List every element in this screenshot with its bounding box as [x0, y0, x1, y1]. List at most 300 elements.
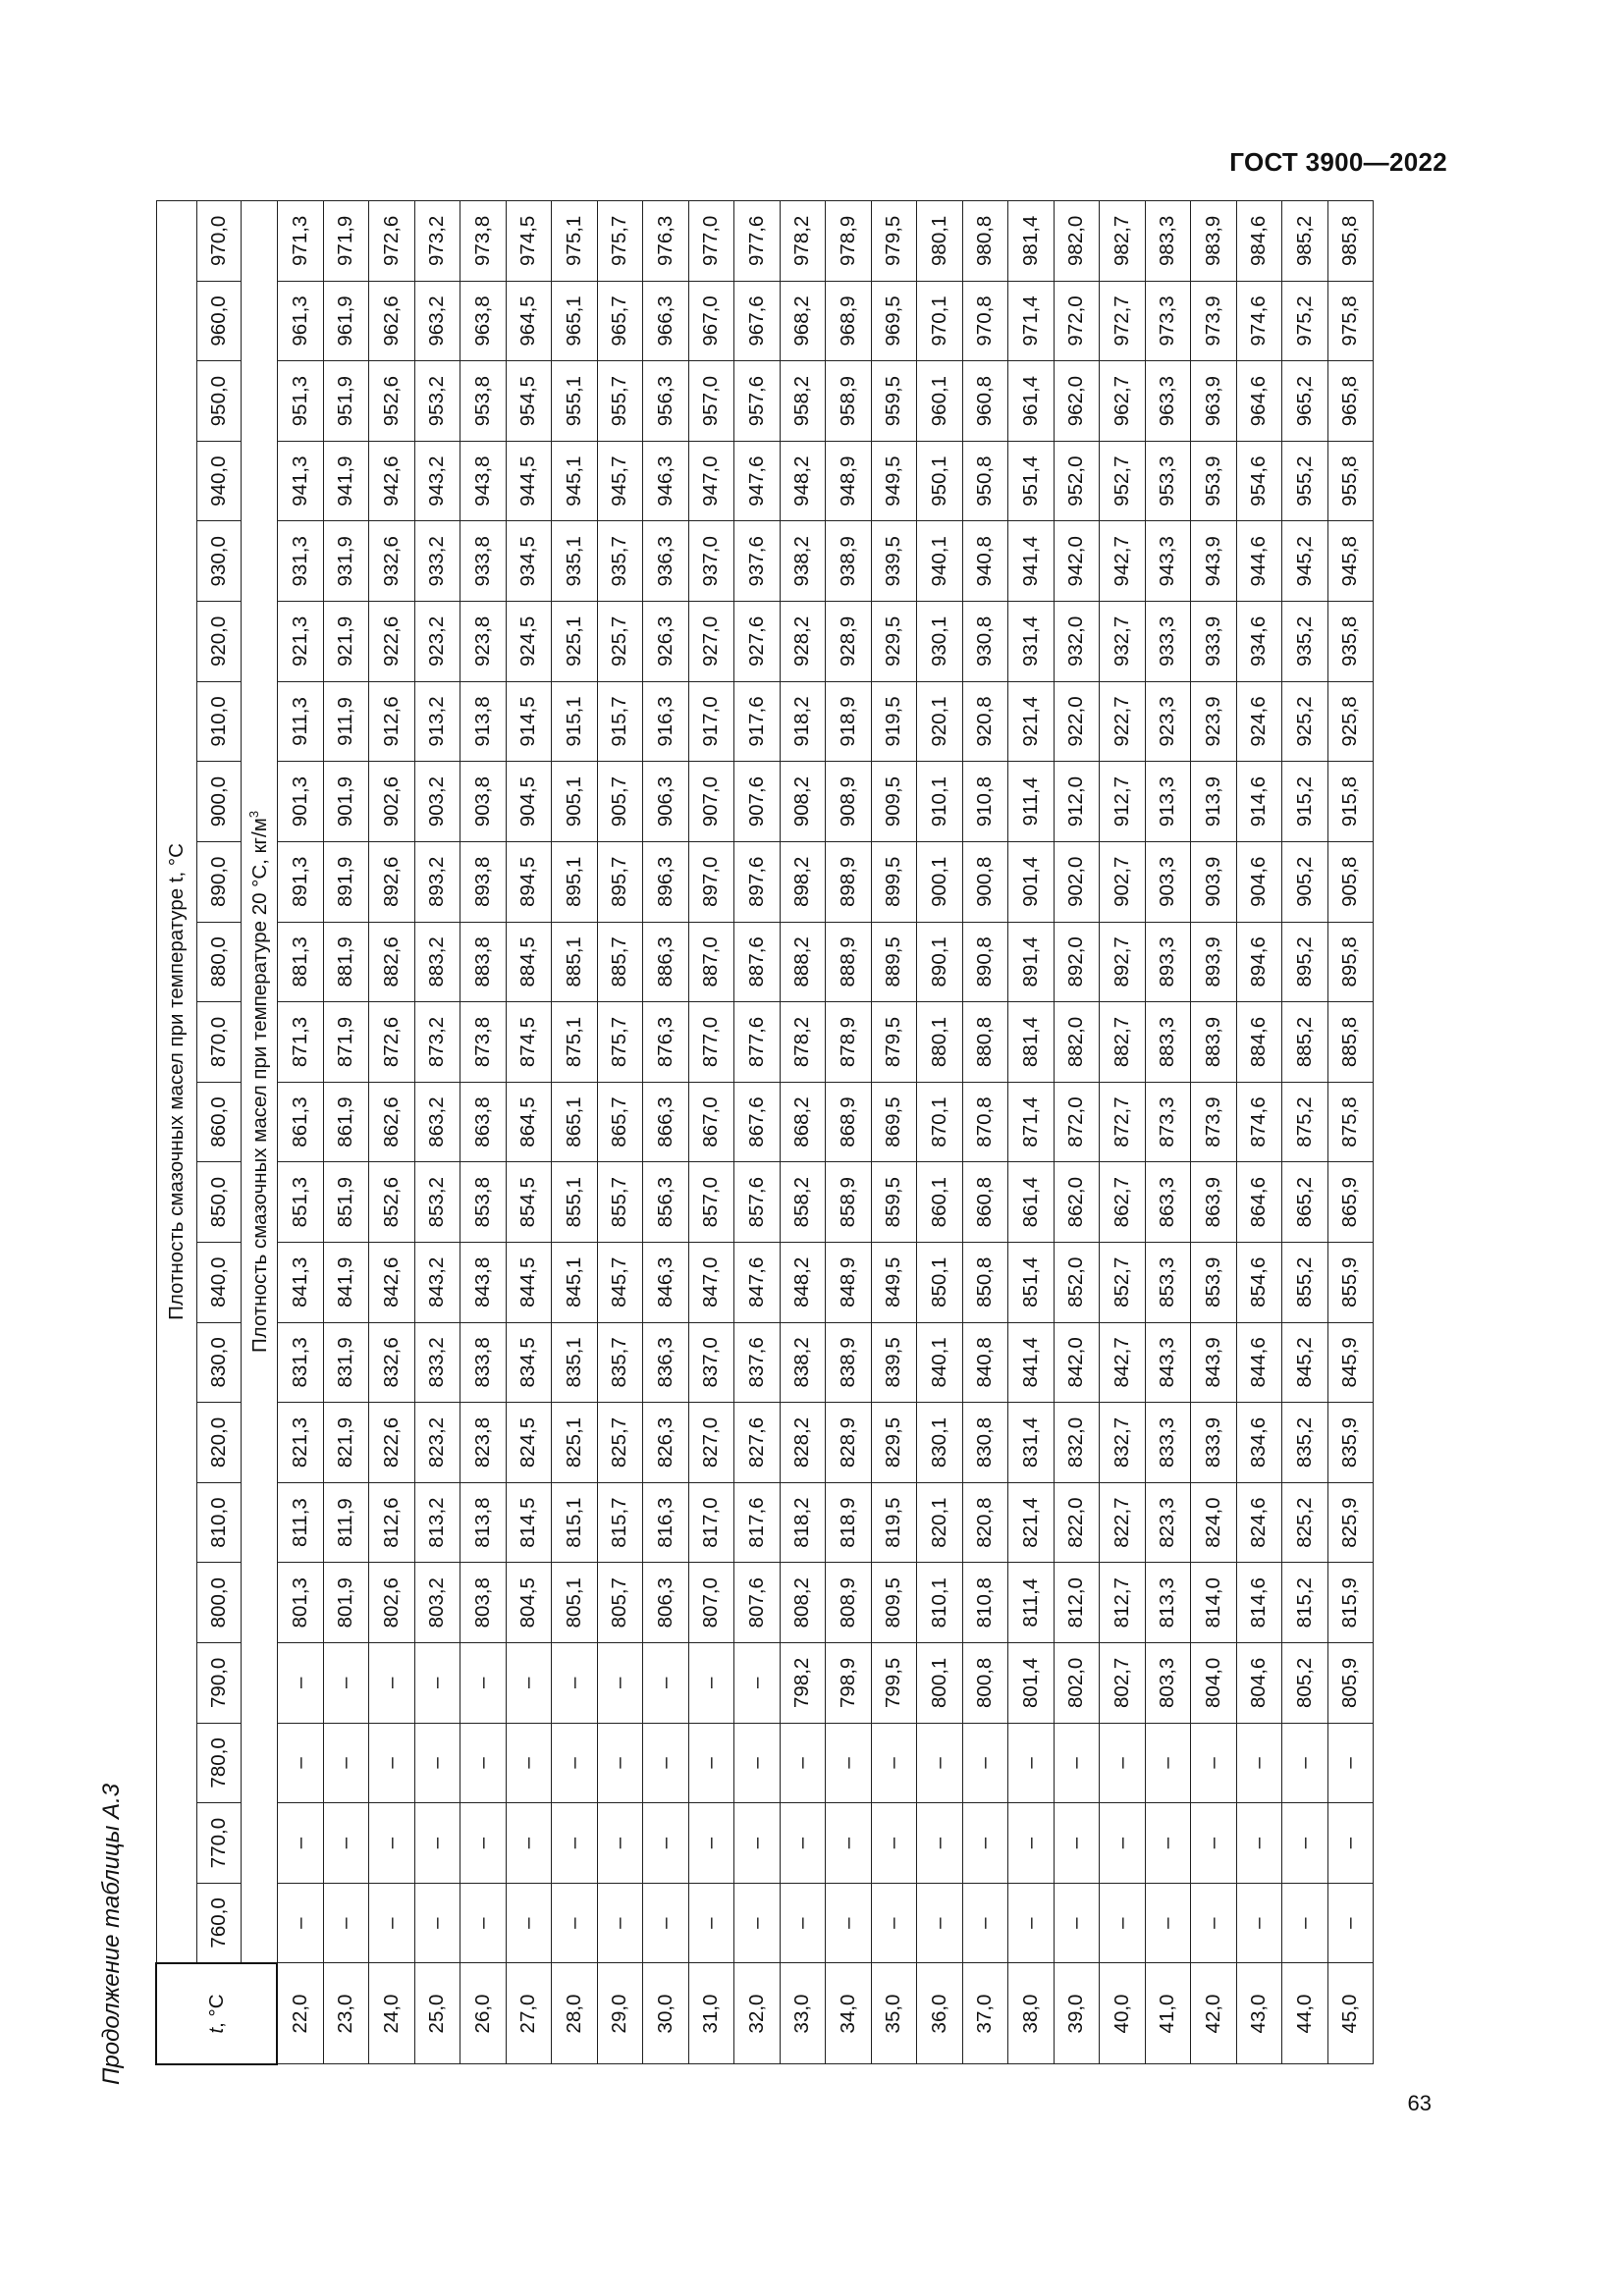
density-cell: –	[962, 1723, 1008, 1803]
density-cell: 979,5	[871, 201, 917, 282]
column-header: 770,0	[196, 1803, 241, 1884]
density-cell: 904,5	[506, 762, 552, 842]
density-cell: 838,9	[826, 1322, 872, 1403]
density-cell: 941,3	[277, 441, 323, 521]
density-cell: 914,5	[506, 681, 552, 762]
density-cell: –	[369, 1643, 415, 1724]
density-cell: 861,4	[1008, 1162, 1055, 1243]
document-code: ГОСТ 3900—2022	[1229, 147, 1447, 177]
density-cell: –	[1054, 1723, 1100, 1803]
density-cell: 967,6	[734, 281, 781, 361]
density-cell: 917,6	[734, 681, 781, 762]
density-cell: 821,9	[323, 1403, 369, 1483]
density-cell: 971,4	[1008, 281, 1055, 361]
density-cell: 812,0	[1054, 1563, 1100, 1643]
density-cell: 824,5	[506, 1403, 552, 1483]
density-cell: 828,2	[780, 1403, 826, 1483]
density-cell: 875,1	[552, 1002, 598, 1083]
density-cell: 837,6	[734, 1322, 781, 1403]
density-cell: 890,8	[962, 922, 1008, 1002]
density-cell: 898,2	[780, 841, 826, 922]
density-cell: 814,0	[1191, 1563, 1237, 1643]
density-cell: 867,6	[734, 1082, 781, 1162]
density-cell: –	[780, 1803, 826, 1884]
density-cell: 982,7	[1100, 201, 1146, 282]
density-cell: 946,3	[643, 441, 689, 521]
density-cell: 812,7	[1100, 1563, 1146, 1643]
density-cell: 833,3	[1145, 1403, 1191, 1483]
column-header: 920,0	[196, 602, 241, 682]
density-cell: 901,9	[323, 762, 369, 842]
density-cell: –	[506, 1723, 552, 1803]
density-cell: –	[277, 1643, 323, 1724]
density-cell: 863,9	[1191, 1162, 1237, 1243]
density-cell: 807,0	[688, 1563, 734, 1643]
density-cell: 878,9	[826, 1002, 872, 1083]
density-cell: 863,3	[1145, 1162, 1191, 1243]
density-cell: 968,2	[780, 281, 826, 361]
temperature-cell: 36,0	[917, 1963, 963, 2064]
density-cell: 965,8	[1327, 361, 1374, 442]
density-cell: 817,0	[688, 1482, 734, 1563]
density-cell: 905,2	[1282, 841, 1328, 922]
density-cell: –	[1145, 1883, 1191, 1963]
density-cell: –	[1100, 1723, 1146, 1803]
density-cell: 872,6	[369, 1002, 415, 1083]
super-header: Плотность смазочных масел при температуре t, °C	[156, 201, 196, 1963]
density-cell: 854,6	[1236, 1242, 1282, 1322]
density-cell: 881,3	[277, 922, 323, 1002]
density-cell: 972,6	[369, 201, 415, 282]
density-cell: 838,2	[780, 1322, 826, 1403]
density-cell: 980,1	[917, 201, 963, 282]
density-cell: 945,1	[552, 441, 598, 521]
table-row	[1100, 201, 1146, 2065]
density-cell: 827,6	[734, 1403, 781, 1483]
density-cell: 845,2	[1282, 1322, 1328, 1403]
density-cell: 906,3	[643, 762, 689, 842]
density-cell: 805,7	[597, 1563, 643, 1643]
density-cell: 862,7	[1100, 1162, 1146, 1243]
density-cell: 803,3	[1145, 1643, 1191, 1724]
density-cell: 841,9	[323, 1242, 369, 1322]
temperature-cell: 26,0	[460, 1963, 507, 2064]
density-cell: 851,9	[323, 1162, 369, 1243]
column-header: 830,0	[196, 1322, 241, 1403]
density-cell: –	[1236, 1803, 1282, 1884]
density-cell: 973,9	[1191, 281, 1237, 361]
density-cell: 852,6	[369, 1162, 415, 1243]
density-cell: 925,2	[1282, 681, 1328, 762]
density-cell: 814,5	[506, 1482, 552, 1563]
density-cell: 921,3	[277, 602, 323, 682]
density-cell: –	[597, 1643, 643, 1724]
density-cell: 962,7	[1100, 361, 1146, 442]
density-cell: 804,5	[506, 1563, 552, 1643]
table-row	[871, 201, 917, 2065]
table-row	[460, 201, 507, 2065]
density-cell: 970,8	[962, 281, 1008, 361]
density-cell: 898,9	[826, 841, 872, 922]
temperature-cell: 35,0	[871, 1963, 917, 2064]
density-cell: 870,1	[917, 1082, 963, 1162]
density-cell: 809,5	[871, 1563, 917, 1643]
density-cell: –	[460, 1723, 507, 1803]
density-cell: –	[1100, 1883, 1146, 1963]
density-cell: 924,6	[1236, 681, 1282, 762]
density-cell: 893,3	[1145, 922, 1191, 1002]
density-cell: 930,8	[962, 602, 1008, 682]
density-cell: 942,0	[1054, 521, 1100, 602]
density-cell: 948,2	[780, 441, 826, 521]
density-cell: –	[734, 1723, 781, 1803]
table-row	[506, 201, 552, 2065]
density-cell: 899,5	[871, 841, 917, 922]
density-cell: 951,4	[1008, 441, 1055, 521]
density-cell: –	[1327, 1723, 1374, 1803]
temperature-cell: 27,0	[506, 1963, 552, 2064]
density-cell: 893,8	[460, 841, 507, 922]
density-cell: 942,6	[369, 441, 415, 521]
density-cell: 856,3	[643, 1162, 689, 1243]
density-cell: 825,2	[1282, 1482, 1328, 1563]
density-cell: –	[734, 1803, 781, 1884]
density-cell: 917,0	[688, 681, 734, 762]
density-cell: 851,3	[277, 1162, 323, 1243]
density-cell: 867,0	[688, 1082, 734, 1162]
temperature-cell: 30,0	[643, 1963, 689, 2064]
density-cell: 959,5	[871, 361, 917, 442]
density-cell: 849,5	[871, 1242, 917, 1322]
density-cell: 821,3	[277, 1403, 323, 1483]
density-cell: –	[643, 1803, 689, 1884]
density-cell: 815,2	[1282, 1563, 1328, 1643]
density-cell: 955,1	[552, 361, 598, 442]
density-cell: 892,0	[1054, 922, 1100, 1002]
density-cell: 905,7	[597, 762, 643, 842]
density-cell: 966,3	[643, 281, 689, 361]
density-cell: 811,4	[1008, 1563, 1055, 1643]
density-cell: 830,8	[962, 1403, 1008, 1483]
density-cell: 936,3	[643, 521, 689, 602]
density-cell: 887,6	[734, 922, 781, 1002]
density-cell: –	[871, 1723, 917, 1803]
density-cell: 806,3	[643, 1563, 689, 1643]
density-cell: 923,2	[414, 602, 460, 682]
density-cell: 845,7	[597, 1242, 643, 1322]
density-cell: 940,8	[962, 521, 1008, 602]
density-cell: 963,2	[414, 281, 460, 361]
density-cell: 824,0	[1191, 1482, 1237, 1563]
table-row	[1282, 201, 1328, 2065]
density-cell: 900,8	[962, 841, 1008, 922]
density-cell: 803,2	[414, 1563, 460, 1643]
density-cell: 975,1	[552, 201, 598, 282]
column-header: 860,0	[196, 1082, 241, 1162]
density-cell: 822,6	[369, 1403, 415, 1483]
density-cell: 920,8	[962, 681, 1008, 762]
density-cell: 953,3	[1145, 441, 1191, 521]
density-cell: 855,2	[1282, 1242, 1328, 1322]
density-cell: 939,5	[871, 521, 917, 602]
density-cell: 895,8	[1327, 922, 1374, 1002]
density-cell: 834,6	[1236, 1403, 1282, 1483]
density-cell: 816,3	[643, 1482, 689, 1563]
density-cell: 821,4	[1008, 1482, 1055, 1563]
density-cell: 932,7	[1100, 602, 1146, 682]
density-cell: 895,7	[597, 841, 643, 922]
density-cell: 840,8	[962, 1322, 1008, 1403]
density-cell: 962,0	[1054, 361, 1100, 442]
density-cell: 853,9	[1191, 1242, 1237, 1322]
column-header: 820,0	[196, 1403, 241, 1483]
density-cell: 981,4	[1008, 201, 1055, 282]
density-cell: –	[1054, 1803, 1100, 1884]
density-cell: 921,4	[1008, 681, 1055, 762]
table-row	[1054, 201, 1100, 2065]
density-cell: –	[552, 1643, 598, 1724]
density-cell: –	[277, 1723, 323, 1803]
density-cell: 881,4	[1008, 1002, 1055, 1083]
density-cell: 864,5	[506, 1082, 552, 1162]
density-cell: 943,9	[1191, 521, 1237, 602]
density-cell: 881,9	[323, 922, 369, 1002]
density-cell: 886,3	[643, 922, 689, 1002]
density-cell: 808,9	[826, 1563, 872, 1643]
density-cell: 831,3	[277, 1322, 323, 1403]
density-cell: 956,3	[643, 361, 689, 442]
density-cell: 928,9	[826, 602, 872, 682]
density-cell: –	[826, 1723, 872, 1803]
density-cell: 976,3	[643, 201, 689, 282]
temperature-cell: 25,0	[414, 1963, 460, 2064]
density-cell: 831,9	[323, 1322, 369, 1403]
density-cell: 926,3	[643, 602, 689, 682]
density-cell: –	[917, 1883, 963, 1963]
density-cell: 843,3	[1145, 1322, 1191, 1403]
density-cell: 842,7	[1100, 1322, 1146, 1403]
density-cell: 921,9	[323, 602, 369, 682]
density-cell: 825,7	[597, 1403, 643, 1483]
column-header: 900,0	[196, 762, 241, 842]
density-cell: 820,1	[917, 1482, 963, 1563]
density-cell: 832,7	[1100, 1403, 1146, 1483]
density-cell: 837,0	[688, 1322, 734, 1403]
density-cell: –	[1327, 1883, 1374, 1963]
density-cell: 857,0	[688, 1162, 734, 1243]
density-cell: –	[323, 1883, 369, 1963]
density-cell: 865,2	[1282, 1162, 1328, 1243]
units-header-text: Плотность смазочных масел при температуре 20 °С, кг/м	[247, 818, 271, 1354]
density-cell: 902,0	[1054, 841, 1100, 922]
density-cell: 922,7	[1100, 681, 1146, 762]
temperature-cell: 41,0	[1145, 1963, 1191, 2064]
density-cell: –	[780, 1723, 826, 1803]
column-header-row	[196, 201, 241, 2065]
density-cell: –	[506, 1883, 552, 1963]
density-cell: –	[1327, 1803, 1374, 1884]
density-cell: 802,0	[1054, 1643, 1100, 1724]
density-cell: 857,6	[734, 1162, 781, 1243]
density-cell: 883,2	[414, 922, 460, 1002]
density-cell: 833,8	[460, 1322, 507, 1403]
density-cell: 823,2	[414, 1403, 460, 1483]
density-cell: 801,9	[323, 1563, 369, 1643]
density-cell: 912,6	[369, 681, 415, 762]
density-cell: 820,8	[962, 1482, 1008, 1563]
density-cell: 943,2	[414, 441, 460, 521]
density-cell: 848,9	[826, 1242, 872, 1322]
density-cell: 960,8	[962, 361, 1008, 442]
density-cell: 902,6	[369, 762, 415, 842]
density-cell: –	[323, 1803, 369, 1884]
density-cell: 911,3	[277, 681, 323, 762]
density-cell: 935,8	[1327, 602, 1374, 682]
density-cell: 845,9	[1327, 1322, 1374, 1403]
density-cell: 918,9	[826, 681, 872, 762]
density-cell: 883,9	[1191, 1002, 1237, 1083]
density-cell: 895,1	[552, 841, 598, 922]
density-cell: 825,1	[552, 1403, 598, 1483]
density-cell: 864,6	[1236, 1162, 1282, 1243]
density-cell: 811,9	[323, 1482, 369, 1563]
density-cell: 983,3	[1145, 201, 1191, 282]
density-cell: –	[1191, 1883, 1237, 1963]
density-cell: –	[460, 1643, 507, 1724]
density-cell: –	[597, 1883, 643, 1963]
density-cell: 964,5	[506, 281, 552, 361]
density-cell: –	[597, 1723, 643, 1803]
density-cell: 822,7	[1100, 1482, 1146, 1563]
density-cell: 935,2	[1282, 602, 1328, 682]
density-cell: 823,8	[460, 1403, 507, 1483]
density-cell: 859,5	[871, 1162, 917, 1243]
density-cell: 930,1	[917, 602, 963, 682]
table-row	[369, 201, 415, 2065]
table-row	[917, 201, 963, 2065]
density-cell: 873,2	[414, 1002, 460, 1083]
density-cell: 982,0	[1054, 201, 1100, 282]
temperature-cell: 28,0	[552, 1963, 598, 2064]
density-cell: –	[1191, 1723, 1237, 1803]
density-cell: 985,2	[1282, 201, 1328, 282]
column-header: 850,0	[196, 1162, 241, 1243]
density-cell: 875,7	[597, 1002, 643, 1083]
table-row	[826, 201, 872, 2065]
density-cell: –	[506, 1643, 552, 1724]
density-cell: 835,7	[597, 1322, 643, 1403]
row-header-cell: t, °C	[156, 1963, 277, 2064]
table-caption: Продолжение таблицы А.3	[98, 1783, 125, 2085]
column-header: 810,0	[196, 1482, 241, 1563]
density-cell: 907,6	[734, 762, 781, 842]
density-cell: 810,8	[962, 1563, 1008, 1643]
density-cell: 798,2	[780, 1643, 826, 1724]
density-cell: 858,9	[826, 1162, 872, 1243]
density-cell: 891,9	[323, 841, 369, 922]
density-cell: 854,5	[506, 1162, 552, 1243]
density-cell: 804,0	[1191, 1643, 1237, 1724]
density-cell: 951,9	[323, 361, 369, 442]
density-cell: 965,2	[1282, 361, 1328, 442]
density-cell: 835,1	[552, 1322, 598, 1403]
density-cell: 931,3	[277, 521, 323, 602]
density-cell: 798,9	[826, 1643, 872, 1724]
density-cell: 885,2	[1282, 1002, 1328, 1083]
density-cell: 915,8	[1327, 762, 1374, 842]
density-cell: 883,8	[460, 922, 507, 1002]
density-cell: 938,2	[780, 521, 826, 602]
density-cell: 980,8	[962, 201, 1008, 282]
temperature-cell: 45,0	[1327, 1963, 1374, 2064]
density-cell: 843,8	[460, 1242, 507, 1322]
density-cell: 923,3	[1145, 681, 1191, 762]
density-cell: 933,9	[1191, 602, 1237, 682]
density-cell: 815,9	[1327, 1563, 1374, 1643]
density-cell: 884,5	[506, 922, 552, 1002]
density-cell: –	[323, 1643, 369, 1724]
table-row	[323, 201, 369, 2065]
density-cell: 817,6	[734, 1482, 781, 1563]
density-cell: 852,0	[1054, 1242, 1100, 1322]
density-cell: 947,6	[734, 441, 781, 521]
density-cell: 826,3	[643, 1403, 689, 1483]
density-cell: 915,7	[597, 681, 643, 762]
column-header: 970,0	[196, 201, 241, 282]
density-cell: 865,9	[1327, 1162, 1374, 1243]
temperature-cell: 33,0	[780, 1963, 826, 2064]
density-cell: 843,9	[1191, 1322, 1237, 1403]
density-cell: –	[414, 1643, 460, 1724]
density-cell: 840,1	[917, 1322, 963, 1403]
density-cell: 860,1	[917, 1162, 963, 1243]
density-cell: 907,0	[688, 762, 734, 842]
density-cell: 978,9	[826, 201, 872, 282]
density-cell: 954,6	[1236, 441, 1282, 521]
table-row	[643, 201, 689, 2065]
density-cell: 877,6	[734, 1002, 781, 1083]
column-header: 940,0	[196, 441, 241, 521]
table-row	[277, 201, 323, 2065]
density-cell: 900,1	[917, 841, 963, 922]
density-cell: 882,6	[369, 922, 415, 1002]
density-cell: 802,7	[1100, 1643, 1146, 1724]
density-cell: 897,0	[688, 841, 734, 922]
density-cell: –	[734, 1883, 781, 1963]
density-cell: 961,3	[277, 281, 323, 361]
density-cell: 869,5	[871, 1082, 917, 1162]
column-header: 890,0	[196, 841, 241, 922]
density-cell: 913,2	[414, 681, 460, 762]
density-cell: 870,8	[962, 1082, 1008, 1162]
density-cell: 800,8	[962, 1643, 1008, 1724]
density-cell: 835,9	[1327, 1403, 1374, 1483]
density-cell: 949,5	[871, 441, 917, 521]
density-cell: 862,6	[369, 1082, 415, 1162]
density-cell: 885,7	[597, 922, 643, 1002]
density-cell: 831,4	[1008, 1403, 1055, 1483]
density-cell: 943,3	[1145, 521, 1191, 602]
density-cell: 915,1	[552, 681, 598, 762]
temperature-cell: 38,0	[1008, 1963, 1055, 2064]
density-cell: 969,5	[871, 281, 917, 361]
column-header: 870,0	[196, 1002, 241, 1083]
density-cell: 868,2	[780, 1082, 826, 1162]
density-cell: 953,9	[1191, 441, 1237, 521]
density-cell: –	[414, 1803, 460, 1884]
density-cell: 850,8	[962, 1242, 1008, 1322]
density-cell: 978,2	[780, 201, 826, 282]
